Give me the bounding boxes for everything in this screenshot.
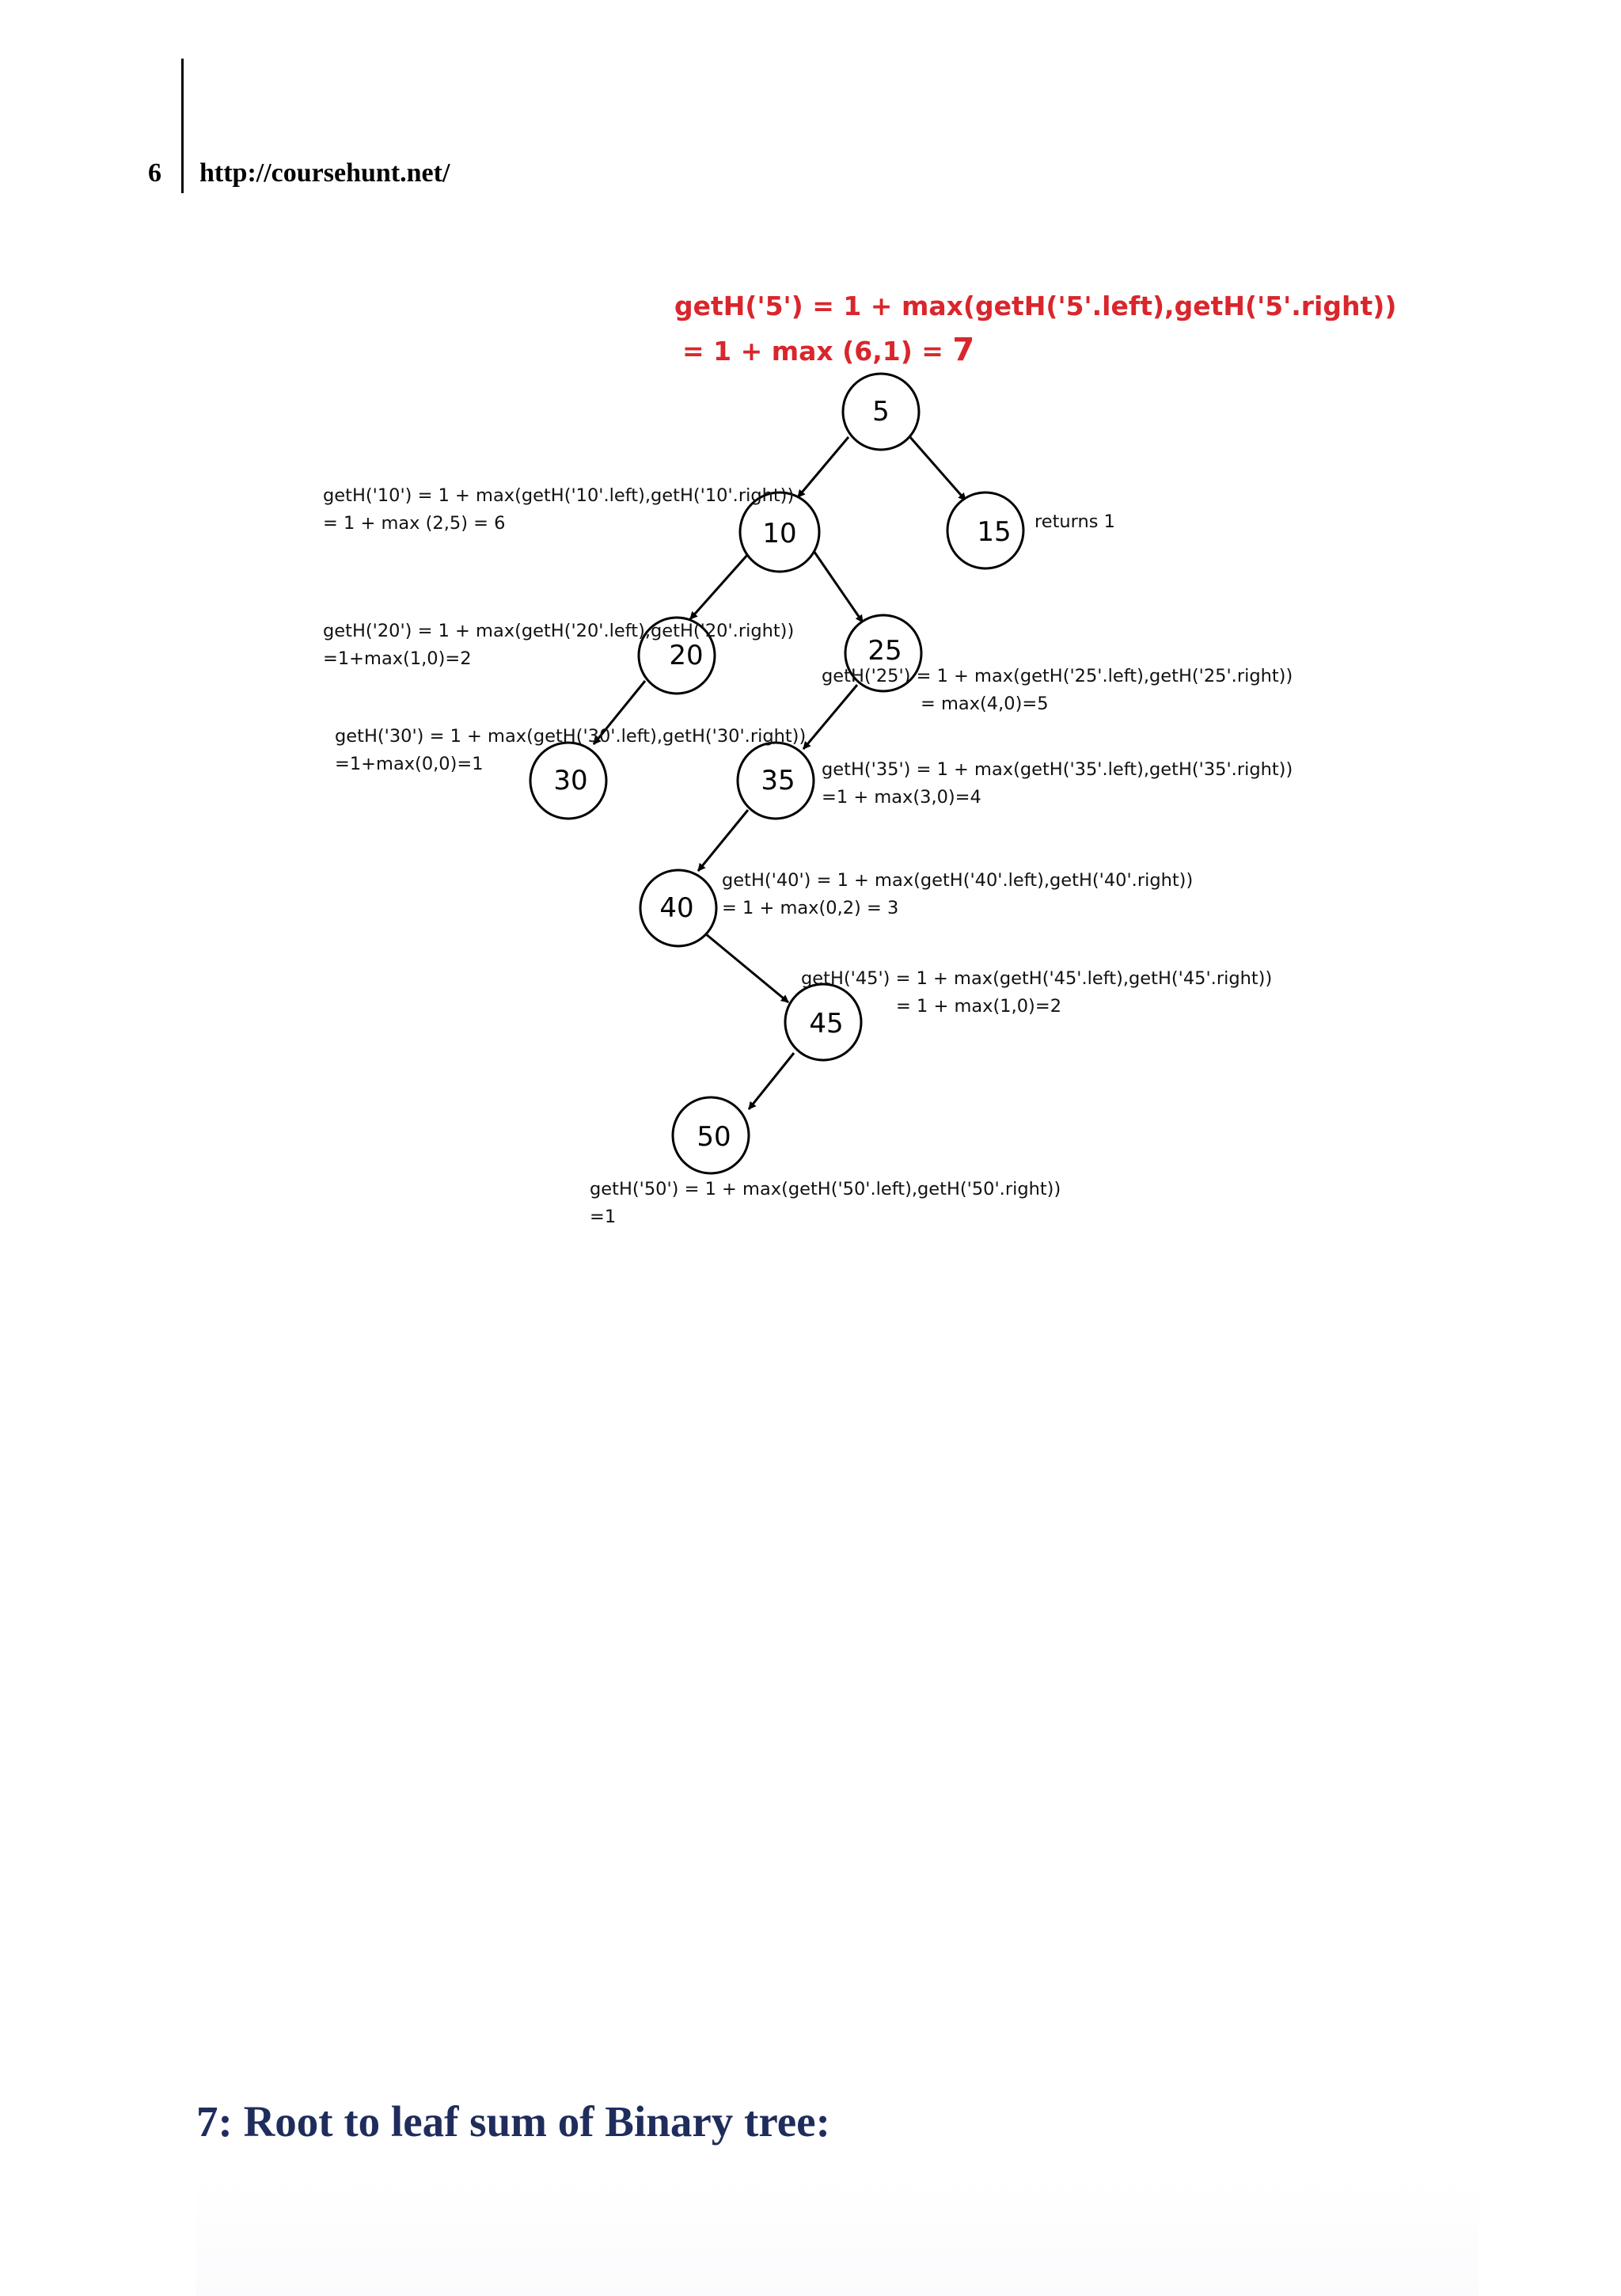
edge-10-25 [810,546,863,622]
edge-45-50 [749,1053,794,1109]
edge-5-10 [798,437,848,497]
annotation-node-45-line1: getH('45') = 1 + max(getH('45'.left),getH('45'.right)) [801,968,1273,989]
annotation-node-35-line2: =1 + max(3,0)=4 [822,787,981,808]
root-annotation-expression: = 1 + max (6,1) = [682,336,953,367]
annotation-node-25-line2: = max(4,0)=5 [921,694,1049,714]
annotation-node-15-line1: returns 1 [1034,511,1115,532]
page-number: 6 [148,158,161,188]
annotation-node-30-line1: getH('30') = 1 + max(getH('30'.left),getH('30'.right)) [335,726,807,747]
tree-node-50-label: 50 [697,1121,731,1153]
tree-node-15 [947,492,1023,568]
annotation-node-25-line1: getH('25') = 1 + max(getH('25'.left),getH('25'.right)) [822,666,1293,686]
annotation-node-20-line2: =1+max(1,0)=2 [323,648,472,669]
edge-40-45 [706,934,788,1002]
root-annotation-line1: getH('5') = 1 + max(getH('5'.left),getH('5'.right)) [674,291,1397,321]
tree-node-35 [738,743,814,819]
edge-35-40 [698,810,748,871]
tree-node-30-label: 30 [553,765,588,796]
annotation-node-45-line2: = 1 + max(1,0)=2 [896,996,1062,1017]
section-heading: 7: Root to leaf sum of Binary tree: [196,2097,830,2146]
page-bottom-shade [196,2177,1479,2296]
root-annotation-result: 7 [952,332,975,368]
edge-5-15 [909,435,966,500]
tree-node-5 [843,374,919,450]
edge-10-20 [690,554,748,619]
annotation-node-20-line1: getH('20') = 1 + max(getH('20'.left),getH('20'.right)) [323,621,795,641]
annotation-node-20 [323,621,794,669]
edge-25-35 [803,685,857,749]
tree-node-15-label: 15 [977,516,1012,548]
annotation-node-10-line2: = 1 + max (2,5) = 6 [323,513,506,534]
annotation-node-35-line1: getH('35') = 1 + max(getH('35'.left),getH('35'.right)) [822,759,1293,780]
annotation-node-30-line2: =1+max(0,0)=1 [335,754,484,774]
annotation-node-15 [1034,511,1115,532]
tree-node-5-label: 5 [872,396,890,428]
header-url: http://coursehunt.net/ [199,158,450,188]
annotation-node-10-line1: getH('10') = 1 + max(getH('10'.left),getH('10'.right)) [323,485,795,506]
annotation-node-40-line1: getH('40') = 1 + max(getH('40'.left),getH('40'.right)) [722,870,1194,891]
annotation-node-50-line2: =1 [590,1207,617,1227]
annotation-node-40-line2: = 1 + max(0,2) = 3 [722,898,899,918]
tree-node-40-label: 40 [659,892,694,924]
tree-node-45-label: 45 [809,1008,844,1040]
tree-node-20-label: 20 [669,640,704,671]
tree-node-45 [785,984,861,1060]
annotation-node-45 [801,968,1272,1017]
tree-node-35-label: 35 [761,765,795,796]
tree-node-25-label: 25 [867,635,902,667]
annotation-node-50-line1: getH('50') = 1 + max(getH('50'.left),getH('50'.right)) [590,1179,1061,1199]
tree-node-40 [640,870,716,946]
root-annotation-line2 [682,332,974,368]
annotation-node-10 [323,485,794,534]
tree-node-50 [673,1097,749,1173]
annotation-node-40 [722,870,1193,918]
tree-node-30 [530,743,606,819]
annotation-node-35 [822,759,1293,808]
tree-node-10-label: 10 [762,518,797,549]
annotation-node-50 [590,1179,1061,1227]
